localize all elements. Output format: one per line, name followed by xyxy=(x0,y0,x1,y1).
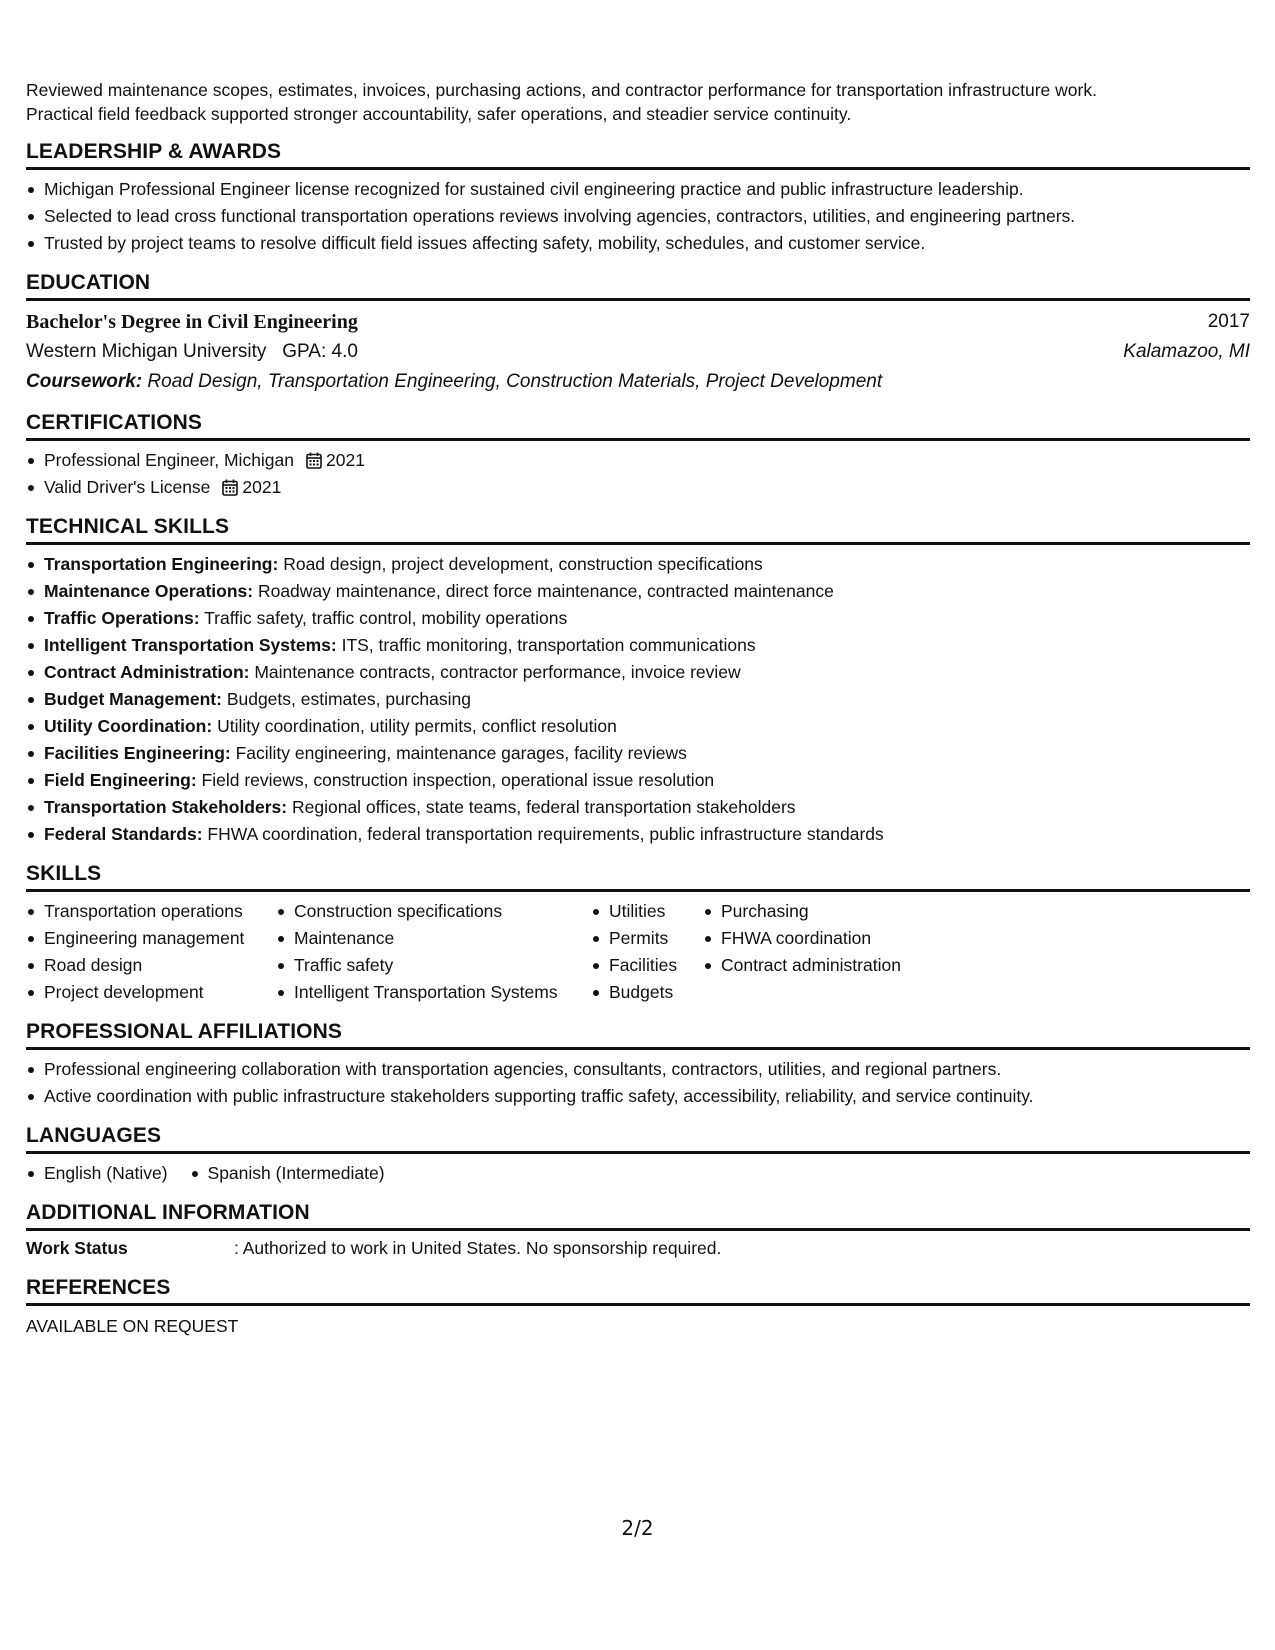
skill-label: Field Engineering: xyxy=(44,770,197,790)
graduation-year: 2017 xyxy=(1207,311,1250,332)
list-item: Michigan Professional Engineer license recognized for sustained civil engineering practice and public infrastructure leadership. xyxy=(26,176,1250,203)
list-item: Professional engineering collaboration with transportation agencies, consultants, contractors, utilities, and regional partners. xyxy=(26,1056,1250,1083)
skills-section xyxy=(26,862,1250,1006)
gpa: GPA: 4.0 xyxy=(282,341,358,362)
list-item: Trusted by project teams to resolve difficult field issues affecting safety, mobility, schedules, and customer service. xyxy=(26,230,1250,257)
additional-info-section xyxy=(26,1201,1250,1262)
language-item: Spanish (Intermediate) xyxy=(190,1160,385,1187)
certification-name: Professional Engineer, Michigan xyxy=(44,450,295,470)
school-location: Kalamazoo, MI xyxy=(1123,341,1250,362)
list-item: Selected to lead cross functional transportation operations reviews involving agencies, contractors, utilities, and engineering partners. xyxy=(26,203,1250,230)
skills-column xyxy=(276,898,591,1006)
skill-text: Facility engineering, maintenance garages, facility reviews xyxy=(235,743,687,763)
list-item: Permits xyxy=(591,925,703,952)
list-item xyxy=(26,632,1250,659)
affiliations-section xyxy=(26,1020,1250,1110)
skill-label: Federal Standards: xyxy=(44,824,203,844)
skill-text: Utility coordination, utility permits, conflict resolution xyxy=(217,716,617,736)
work-status-row xyxy=(26,1235,1250,1262)
references-section xyxy=(26,1276,1250,1340)
skill-label: Budget Management: xyxy=(44,689,222,709)
coursework-label: Coursework: xyxy=(26,371,143,392)
list-item: Utilities xyxy=(591,898,703,925)
list-item: Construction specifications xyxy=(276,898,591,925)
skill-label: Traffic Operations: xyxy=(44,608,200,628)
list-item: Maintenance xyxy=(276,925,591,952)
skill-label: Facilities Engineering: xyxy=(44,743,231,763)
section-title-certifications: CERTIFICATIONS xyxy=(26,411,1250,441)
skills-grid xyxy=(26,898,1250,1006)
languages-section xyxy=(26,1124,1250,1187)
section-title-languages: LANGUAGES xyxy=(26,1124,1250,1154)
list-item: Engineering management xyxy=(26,925,276,952)
work-status-value: : Authorized to work in United States. No sponsorship required. xyxy=(234,1238,722,1258)
skill-label: Transportation Stakeholders: xyxy=(44,797,288,817)
section-title-references: REFERENCES xyxy=(26,1276,1250,1306)
references-text: AVAILABLE ON REQUEST xyxy=(26,1316,239,1336)
list-item: Active coordination with public infrastructure stakeholders supporting traffic safety, accessibility, reliability, and service continuity. xyxy=(26,1083,1250,1110)
resume-page xyxy=(26,78,1250,1340)
list-item: Budgets xyxy=(591,979,703,1006)
skill-text: Maintenance contracts, contractor performance, invoice review xyxy=(254,662,741,682)
list-item: Project development xyxy=(26,979,276,1006)
list-item xyxy=(26,659,1250,686)
calendar-icon xyxy=(306,452,322,469)
skill-label: Contract Administration: xyxy=(44,662,250,682)
calendar-icon xyxy=(222,479,238,496)
skill-text: Traffic safety, traffic control, mobility operations xyxy=(204,608,568,628)
certifications-list xyxy=(26,447,1250,501)
skills-column xyxy=(26,898,276,1006)
skill-label: Utility Coordination: xyxy=(44,716,213,736)
list-item xyxy=(26,713,1250,740)
list-item: Contract administration xyxy=(703,952,963,979)
list-item: Purchasing xyxy=(703,898,963,925)
list-item xyxy=(26,740,1250,767)
section-title-technical-skills: TECHNICAL SKILLS xyxy=(26,515,1250,545)
certification-year: 2021 xyxy=(242,477,282,497)
section-title-additional-info: ADDITIONAL INFORMATION xyxy=(26,1201,1250,1231)
list-item xyxy=(26,551,1250,578)
list-item xyxy=(26,794,1250,821)
certification-name: Valid Driver's License xyxy=(44,477,211,497)
list-item: Traffic safety xyxy=(276,952,591,979)
skill-text: Roadway maintenance, direct force maintenance, contracted maintenance xyxy=(257,581,834,601)
list-item xyxy=(26,821,1250,848)
skill-label: Transportation Engineering: xyxy=(44,554,279,574)
intro-line-1: Reviewed maintenance scopes, estimates, invoices, purchasing actions, and contractor performance for transportation infrastructure work. xyxy=(26,80,1097,100)
list-item: Intelligent Transportation Systems xyxy=(276,979,591,1006)
skill-text: Road design, project development, construction specifications xyxy=(283,554,763,574)
section-title-leadership: LEADERSHIP & AWARDS xyxy=(26,140,1250,170)
list-item: FHWA coordination xyxy=(703,925,963,952)
degree-title: Bachelor's Degree in Civil Engineering xyxy=(26,311,358,333)
certification-year: 2021 xyxy=(326,450,365,470)
certifications-section xyxy=(26,411,1250,501)
skill-text: FHWA coordination, federal transportation requirements, public infrastructure standards xyxy=(207,824,884,844)
page-number: 2/2 xyxy=(621,1516,654,1540)
list-item xyxy=(26,686,1250,713)
skill-text: Regional offices, state teams, federal transportation stakeholders xyxy=(291,797,796,817)
skill-label: Intelligent Transportation Systems: xyxy=(44,635,337,655)
section-title-education: EDUCATION xyxy=(26,271,1250,301)
coursework xyxy=(26,367,1250,397)
skill-text: Budgets, estimates, purchasing xyxy=(226,689,471,709)
list-item xyxy=(26,578,1250,605)
skill-text: Field reviews, construction inspection, operational issue resolution xyxy=(201,770,715,790)
skills-column xyxy=(703,898,963,1006)
leadership-section xyxy=(26,140,1250,257)
leadership-list xyxy=(26,176,1250,257)
affiliations-list xyxy=(26,1056,1250,1110)
certification-item xyxy=(26,447,1250,474)
coursework-list: Road Design, Transportation Engineering, Construction Materials, Project Development xyxy=(147,371,883,392)
technical-skills-section xyxy=(26,515,1250,848)
technical-skills-list xyxy=(26,551,1250,848)
skills-column xyxy=(591,898,703,1006)
intro-summary xyxy=(26,78,1250,126)
school-name: Western Michigan University xyxy=(26,341,267,362)
list-item: Road design xyxy=(26,952,276,979)
education-section xyxy=(26,271,1250,397)
list-item xyxy=(26,767,1250,794)
certification-item xyxy=(26,474,1250,501)
section-title-affiliations: PROFESSIONAL AFFILIATIONS xyxy=(26,1020,1250,1050)
section-title-skills: SKILLS xyxy=(26,862,1250,892)
skill-label: Maintenance Operations: xyxy=(44,581,254,601)
languages-list xyxy=(26,1160,407,1187)
list-item: Transportation operations xyxy=(26,898,276,925)
language-item: English (Native) xyxy=(26,1160,168,1187)
list-item: Facilities xyxy=(591,952,703,979)
intro-line-2: Practical field feedback supported stronger accountability, safer operations, and steadier service continuity. xyxy=(26,104,852,124)
list-item xyxy=(26,605,1250,632)
work-status-label: Work Status xyxy=(26,1238,128,1258)
skill-text: ITS, traffic monitoring, transportation communications xyxy=(341,635,756,655)
